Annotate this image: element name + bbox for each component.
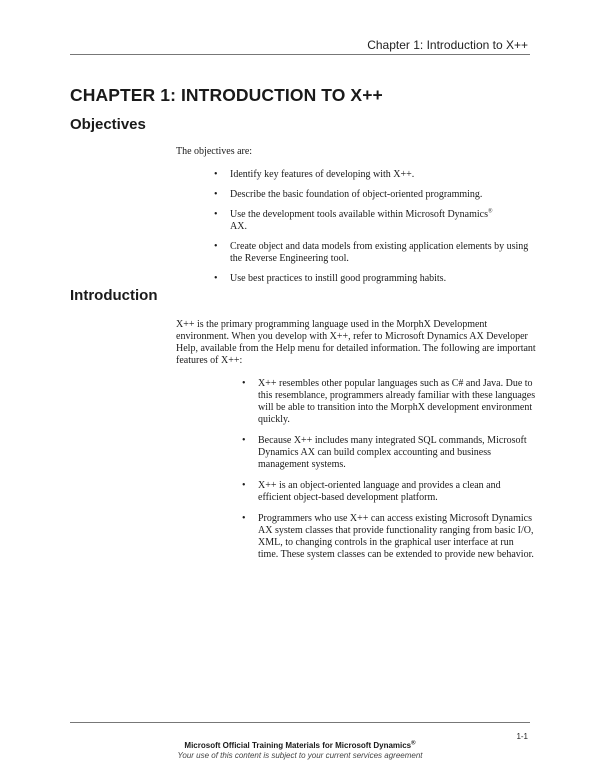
footer-agreement-line: Your use of this content is subject to your current services agreement	[177, 751, 423, 760]
introduction-heading: Introduction	[70, 287, 158, 304]
objective-item	[212, 209, 532, 233]
objective-item-tail: AX.	[230, 221, 247, 232]
objectives-heading: Objectives	[70, 116, 146, 133]
feature-item: • Because X++ includes many integrated SQL commands, Microsoft Dynamics AX can build complex accounting and business management systems.	[240, 435, 536, 471]
objective-item-text: Use the development tools available within Microsoft Dynamics	[230, 209, 488, 220]
chapter-title: CHAPTER 1: INTRODUCTION TO X++	[70, 85, 383, 105]
objective-item: • Create object and data models from existing application elements by using the Reverse Engineering tool.	[212, 241, 532, 265]
header-divider	[70, 54, 530, 55]
footer-divider	[70, 722, 530, 723]
registered-mark: ®	[411, 740, 416, 747]
objective-item: • Identify key features of developing with X++.	[212, 169, 532, 181]
footer-copyright-line	[0, 741, 600, 750]
page-number: 1-1	[516, 732, 528, 741]
objectives-intro: The objectives are:	[176, 146, 253, 157]
feature-item: • X++ resembles other popular languages such as C# and Java. Due to this resemblance, programmers already familiar with these languages will be able to transition into the MorphX development environment quickly.	[240, 378, 536, 426]
feature-item: • X++ is an object-oriented language and provides a clean and efficient object-based development platform.	[240, 480, 536, 504]
features-list	[240, 378, 536, 570]
registered-mark: ®	[488, 208, 493, 215]
objectives-list	[212, 169, 532, 293]
running-header: Chapter 1: Introduction to X++	[367, 38, 528, 52]
objective-item: • Use best practices to instill good programming habits.	[212, 273, 532, 285]
feature-item: • Programmers who use X++ can access existing Microsoft Dynamics AX system classes that provide functionality ranging from basic I/O, XML, to changing controls in the graphical user interface at run time. These system classes can be extended to provide new behavior.	[240, 513, 536, 561]
objective-item: • Describe the basic foundation of object-oriented programming.	[212, 189, 532, 201]
footer-line1-text: Microsoft Official Training Materials for Microsoft Dynamics	[184, 741, 412, 750]
introduction-paragraph: X++ is the primary programming language used in the MorphX Development environment. When you develop with X++, refer to Microsoft Dynamics AX Developer Help, available from the Help menu for detailed information. The following are important features of X++:	[176, 319, 536, 366]
